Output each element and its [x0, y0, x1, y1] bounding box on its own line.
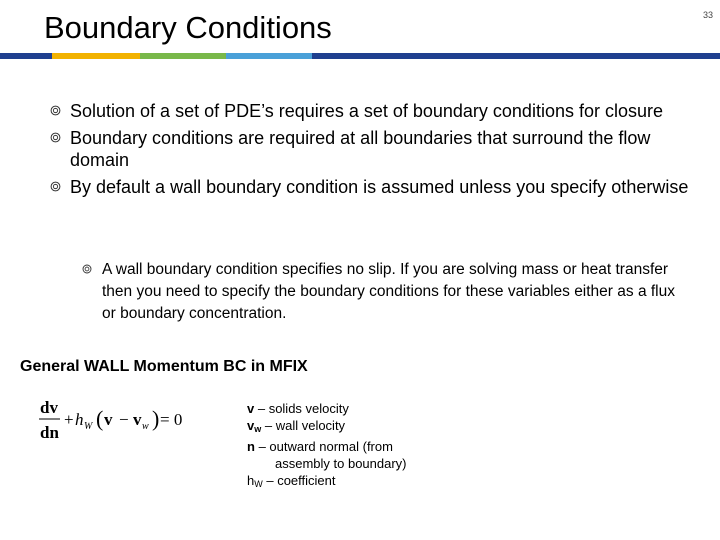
bullet-list: [50, 100, 700, 203]
bar-segment-gold: [52, 53, 140, 59]
eq-paren-open: (: [96, 406, 104, 431]
eq-plus: +: [64, 410, 74, 429]
bullet-item: [50, 100, 700, 122]
bullet-text: Boundary conditions are required at all boundaries that surround the flow domain: [70, 128, 651, 170]
bullet-ring-icon: [50, 181, 61, 192]
color-bar: [0, 53, 720, 59]
bullet-ring-icon: [82, 264, 92, 274]
legend-row: [247, 455, 407, 472]
bullet-ring-icon: [50, 105, 61, 116]
bar-segment-green: [140, 53, 226, 59]
bullet-ring-icon: [50, 132, 61, 143]
bullet-text: By default a wall boundary condition is assumed unless you specify otherwise: [70, 177, 689, 197]
eq-h-sub: W: [84, 421, 93, 432]
eq-numerator: dv: [40, 398, 58, 417]
slide-title: Boundary Conditions: [44, 10, 332, 45]
equation-legend: [247, 400, 407, 493]
legend-text: – solids velocity: [254, 401, 349, 416]
slide-number: 33: [703, 10, 714, 20]
legend-symbol: h: [247, 473, 255, 488]
legend-row: [247, 472, 407, 493]
legend-symbol: v: [247, 401, 255, 416]
momentum-bc-equation: [36, 396, 196, 444]
legend-subscript: W: [254, 479, 263, 489]
bullet-item: [50, 127, 700, 171]
eq-minus: −: [119, 410, 129, 429]
eq-denominator: dn: [40, 423, 59, 442]
legend-text: – wall velocity: [261, 418, 346, 433]
legend-symbol: v: [247, 418, 255, 433]
legend-text: – outward normal (from: [254, 439, 393, 454]
legend-row: [247, 438, 407, 455]
legend-symbol: n: [247, 439, 255, 454]
eq-vw-sub: w: [142, 421, 149, 432]
legend-row: [247, 400, 407, 417]
bar-segment-lightblue: [226, 53, 312, 59]
bullet-item: [50, 176, 700, 198]
sub-bullet-text: A wall boundary condition specifies no slip. If you are solving mass or heat transfer then you need to specify the boundary conditions for these variables either as a flux or boundary concentration.: [102, 261, 675, 322]
section-heading: General WALL Momentum BC in MFIX: [20, 358, 308, 375]
legend-subscript: w: [254, 424, 262, 434]
bullet-text: Solution of a set of PDE’s requires a set of boundary conditions for closure: [70, 101, 663, 121]
bar-segment-navy: [312, 53, 720, 59]
eq-v: v: [104, 410, 113, 429]
legend-row: [247, 417, 407, 438]
eq-equals: = 0: [160, 410, 183, 429]
sub-bullet-item: [82, 259, 682, 325]
eq-paren-close: ): [152, 406, 160, 431]
bar-segment-blue: [0, 53, 52, 59]
legend-text: – coefficient: [262, 473, 336, 488]
eq-vw: v: [133, 410, 142, 429]
legend-text: assembly to boundary): [275, 456, 407, 471]
sub-bullet-list: [82, 259, 682, 325]
eq-h: h: [75, 410, 84, 429]
